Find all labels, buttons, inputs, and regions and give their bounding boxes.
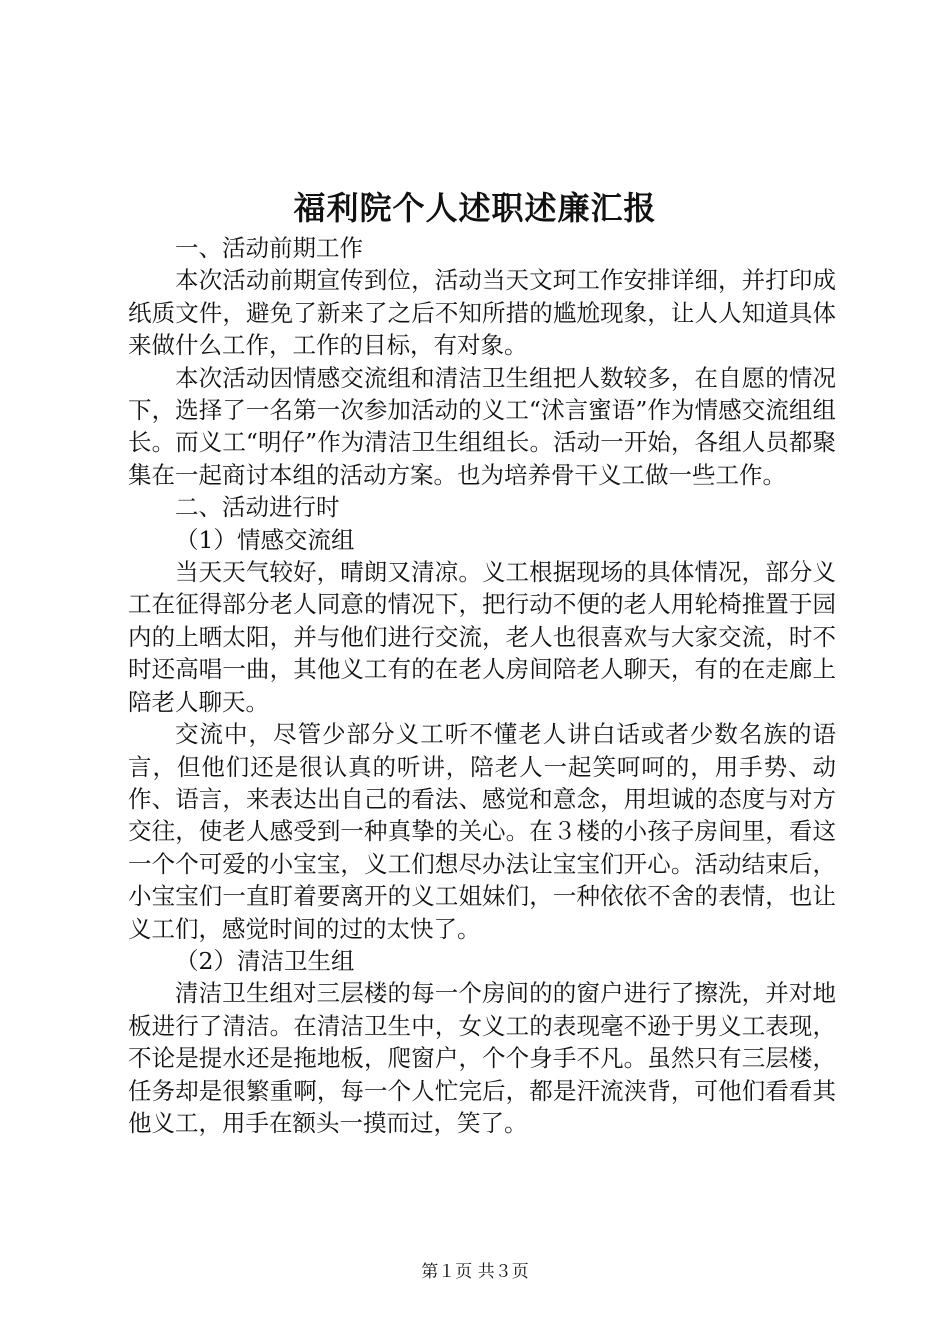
subsection-heading-2: （2）清洁卫生组 bbox=[175, 946, 355, 975]
section-heading-2: 二、活动进行时 bbox=[175, 493, 340, 522]
paragraph-4: 交流中，尽管少部分义工听不懂老人讲白话或者少数名族的语言，但他们还是很认真的听讲，陪老人一起笑呵呵的，用手势、动作、语言，来表达出自己的看法、感觉和意念，用坦诚的态度与对方交往，使老人感受到一种真挚的关心。在３楼的小孩子房间里，看这一个个可爱的小宝宝，义工们想尽办法让宝宝们开心。活动结束后，小宝宝们一直盯着要离开的义工姐妹们，一种依依不舍的表情，也让义工们，感觉时间的过的太快了。 bbox=[128, 720, 836, 943]
document-body bbox=[128, 232, 836, 1139]
document-title: 福利院个人述职述廉汇报 bbox=[293, 189, 657, 227]
paragraph-1: 本次活动前期宣传到位，活动当天文珂工作安排详细，并打印成纸质文件，避免了新来了之后不知所措的尴尬现象，让人人知道具体来做什么工作，工作的目标，有对象。 bbox=[128, 266, 836, 360]
paragraph-5: 清洁卫生组对三层楼的每一个房间的的窗户进行了擦洗，并对地板进行了清洁。在清洁卫生中，女义工的表现毫不逊于男义工表现，不论是提水还是拖地板，爬窗户，个个身手不凡。虽然只有三层楼，任务却是很繁重啊，每一个人忙完后，都是汗流浃背，可他们看看其他义工，用手在额头一摸而过，笑了。 bbox=[128, 979, 836, 1137]
paragraph-3: 当天天气较好，晴朗又清凉。义工根据现场的具体情况，部分义工在征得部分老人同意的情况下，把行动不便的老人用轮椅推置于园内的上晒太阳，并与他们进行交流，老人也很喜欢与大家交流，时不时还高唱一曲，其他义工有的在老人房间陪老人聊天，有的在走廊上陪老人聊天。 bbox=[128, 558, 836, 716]
subsection-heading-1: （1）情感交流组 bbox=[175, 525, 355, 554]
section-heading-1: 一、活动前期工作 bbox=[175, 234, 363, 262]
page-number-footer: 第１页 共３页 bbox=[421, 1262, 529, 1282]
paragraph-2: 本次活动因情感交流组和清洁卫生组把人数较多，在自愿的情况下，选择了一名第一次参加活动的义工“沭言蜜语”作为情感交流组组长。而义工“明仔”作为清洁卫生组组长。活动一开始，各组人员都聚集在一起商讨本组的活动方案。也为培养骨干义工做一些工作。 bbox=[128, 363, 836, 489]
